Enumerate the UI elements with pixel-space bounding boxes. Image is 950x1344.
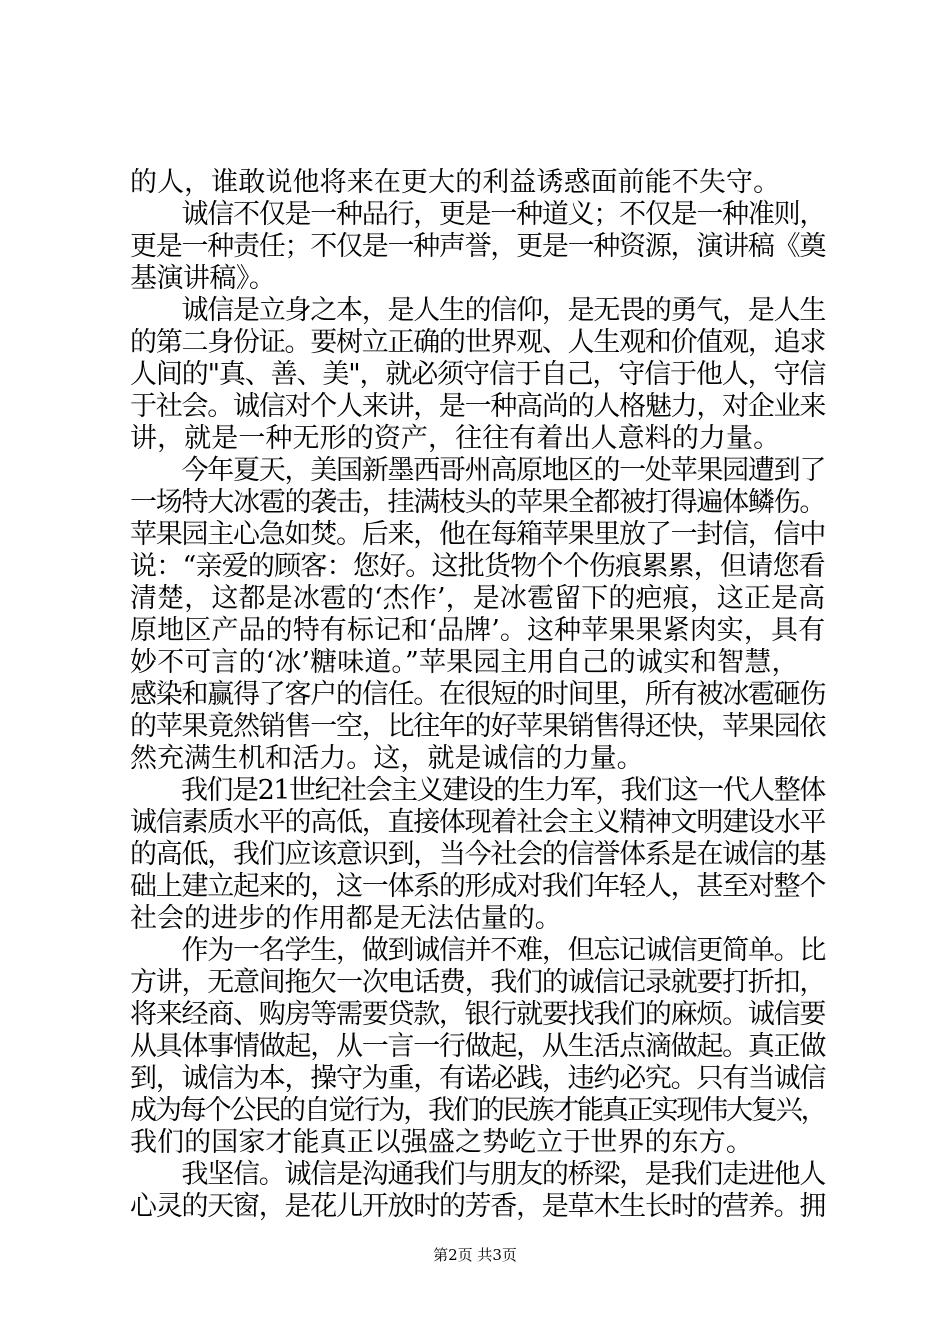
text-line: 一场特大冰雹的袭击，挂满枝头的苹果全都被打得遍体鳞伤。 (130, 487, 826, 518)
text-line: 讲，就是一种无形的资产，往往有着出人意料的力量。 (130, 423, 781, 454)
text-line: 从具体事情做起，从一言一行做起，从生活点滴做起。真正做 (130, 1031, 826, 1062)
text-line: 心灵的天窗，是花儿开放时的芳香，是草木生长时的营养。拥 (130, 1191, 826, 1222)
text-line: 诚信不仅是一种品行，更是一种道义；不仅是一种准则， (130, 199, 826, 230)
text-line: 方讲，无意间拖欠一次电话费，我们的诚信记录就要打折扣， (130, 967, 826, 998)
text-line: 础上建立起来的，这一体系的形成对我们年轻人，甚至对整个 (130, 871, 826, 902)
text-line: 原地区产品的特有标记和‘品牌’。这种苹果果紧肉实，具有 (130, 615, 826, 646)
text-line: 感染和赢得了客户的信任。在很短的时间里，所有被冰雹砸伤 (130, 679, 826, 710)
text-line: 作为一名学生，做到诚信并不难，但忘记诚信更简单。比 (130, 935, 826, 966)
text-line: 将来经商、购房等需要贷款，银行就要找我们的麻烦。诚信要 (130, 999, 826, 1030)
text-line: 我坚信。诚信是沟通我们与朋友的桥梁，是我们走进他人 (130, 1159, 826, 1190)
text-line: 人间的"真、善、美"，就必须守信于自己，守信于他人，守信 (130, 359, 826, 390)
text-line: 成为每个公民的自觉行为，我们的民族才能真正实现伟大复兴， (130, 1095, 826, 1126)
text-line: 清楚，这都是冰雹的‘杰作’，是冰雹留下的疤痕，这正是高 (130, 583, 826, 614)
text-line: 的人，谁敢说他将来在更大的利益诱惑面前能不失守。 (130, 167, 781, 198)
text-line: 的苹果竟然销售一空，比往年的好苹果销售得还快，苹果园依 (130, 711, 826, 742)
text-line: 然充满生机和活力。这，就是诚信的力量。 (130, 743, 644, 774)
text-line: 基演讲稿》。 (130, 263, 276, 294)
text-line: 说：“亲爱的顾客：您好。这批货物个个伤痕累累，但请您看 (130, 551, 825, 582)
document-body (130, 167, 830, 1223)
text-line: 今年夏天，美国新墨西哥州高原地区的一处苹果园遭到了 (130, 455, 826, 486)
text-line: 的第二身份证。要树立正确的世界观、人生观和价值观，追求 (130, 327, 826, 358)
text-line: 于社会。诚信对个人来讲，是一种高尚的人格魅力，对企业来 (130, 391, 826, 422)
text-line: 的高低，我们应该意识到，当今社会的信誉体系是在诚信的基 (130, 839, 826, 870)
text-line: 诚信素质水平的高低，直接体现着社会主义精神文明建设水平 (130, 807, 826, 838)
text-line: 更是一种责任；不仅是一种声誉，更是一种资源，演讲稿《奠 (130, 231, 826, 262)
text-line: 我们是21世纪社会主义建设的生力军，我们这一代人整体 (130, 775, 825, 806)
text-line: 妙不可言的‘冰’糖味道。”苹果园主用自己的诚实和智慧， (130, 647, 799, 678)
text-line: 社会的进步的作用都是无法估量的。 (130, 903, 562, 934)
text-line: 苹果园主心急如焚。后来，他在每箱苹果里放了一封信，信中 (130, 519, 826, 550)
text-line: 诚信是立身之本，是人生的信仰，是无畏的勇气，是人生 (130, 295, 826, 326)
page-footer: 第2页 共3页 (433, 1246, 517, 1264)
text-line: 到，诚信为本，操守为重，有诺必践，违约必究。只有当诚信 (130, 1063, 826, 1094)
text-line: 我们的国家才能真正以强盛之势屹立于世界的东方。 (130, 1127, 753, 1158)
